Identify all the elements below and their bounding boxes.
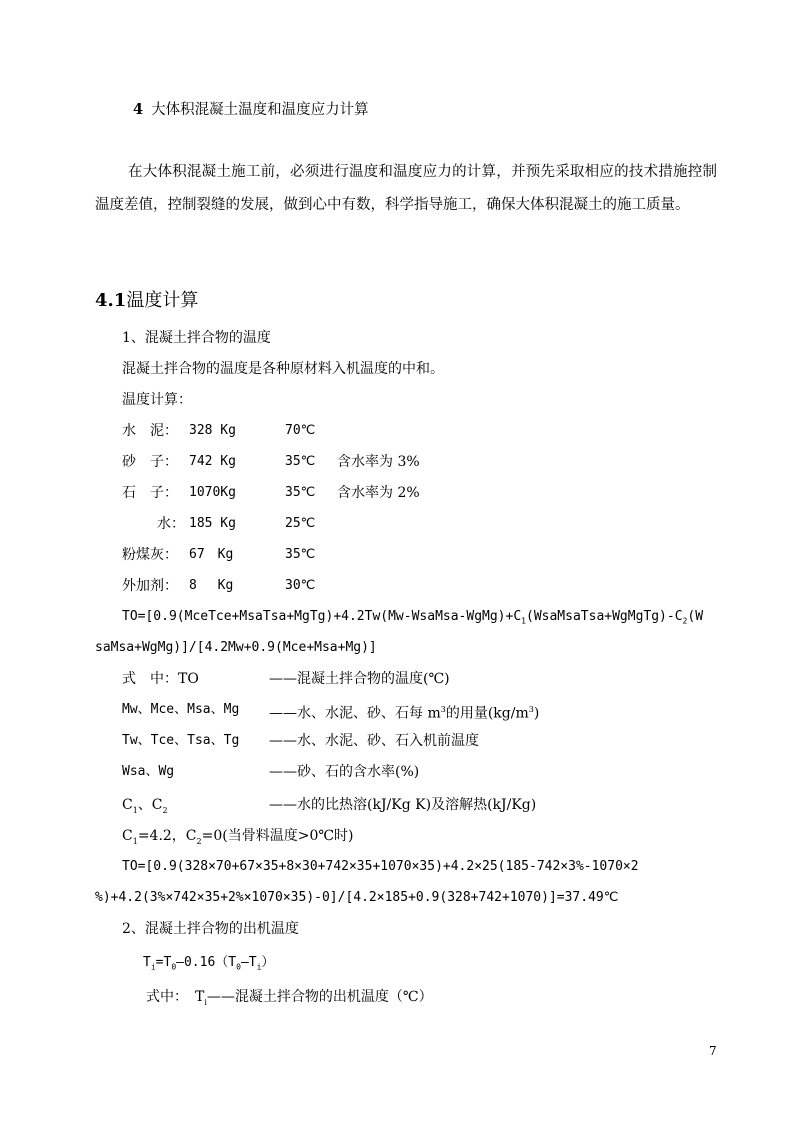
chapter-title: 大体积混凝土温度和温度应力计算 (151, 102, 369, 118)
material-qty: 328 Kg (189, 423, 236, 438)
definition-text: ) (533, 705, 540, 722)
formula-part: T (143, 955, 151, 970)
subscript: 0 (171, 962, 177, 972)
definition-text: ——水、水泥、砂、石每 m (269, 705, 441, 722)
superscript: 3 (528, 705, 534, 714)
coefficient-text: C (122, 828, 133, 844)
item1-heading: 1、混凝土拌合物的温度 (122, 330, 271, 346)
material-temp: 35℃ (285, 454, 316, 469)
subscript: i (150, 962, 156, 972)
definition-desc: ——水、水泥、砂、石入机前温度 (269, 733, 479, 749)
definition-term: Tw、Tce、Tsa、Tg (122, 733, 240, 748)
calculation-line-cont: %)+4.2(3%×742×35+2%×1070×35)-0]/[4.2×185+0.9(328+742+1070)]=37.49℃ (95, 890, 619, 905)
definition-term (122, 795, 168, 821)
definition-text: ——混凝土拌合物的出机温度（℃） (206, 989, 433, 1005)
material-temp: 25℃ (285, 516, 316, 531)
formula-part: —0.16（T (176, 955, 237, 970)
mix-temperature-formula (122, 607, 703, 632)
subscript: 0 (236, 962, 241, 972)
coefficient-text: =4.2，C (137, 828, 197, 844)
subscript: 1 (132, 836, 138, 846)
definition-text: 的用量(kg/m (445, 705, 529, 722)
formula-part: TO=[0.9(MceTce+MsaTsa+MgTg)+4.2Tw(Mw-WsaMsa-WgMg)+C (122, 609, 522, 624)
subscript: 1 (132, 805, 138, 815)
definition-term: Wsa、Wg (122, 764, 175, 779)
definition-term: 式 中：TO (122, 671, 199, 687)
definition-desc (269, 700, 539, 724)
definition-desc: ——混凝土拌合物的温度(℃) (269, 671, 450, 687)
output-temperature-definition (146, 987, 433, 1013)
calc-label: 温度计算： (122, 392, 192, 408)
item2-heading: 2、混凝土拌合物的出机温度 (122, 921, 299, 937)
material-temp: 30℃ (285, 578, 316, 593)
coefficient-text: =0(当骨料温度>0℃时) (201, 828, 354, 844)
formula-part: ） (261, 955, 275, 970)
material-note: 含水率为 2% (337, 485, 420, 501)
superscript: 3 (440, 705, 446, 714)
calculation-line: TO=[0.9(328×70+67×35+8×30+742×35+1070×35)+4.2×25(185-742×3%-1070×2 (122, 859, 639, 874)
subscript: 2 (162, 805, 168, 815)
material-name: 水： (157, 516, 185, 532)
material-name: 砂 子： (122, 454, 178, 470)
material-name: 石 子： (122, 485, 178, 501)
material-temp: 35℃ (285, 485, 316, 500)
section-heading (95, 289, 198, 313)
section-title: 温度计算 (126, 290, 199, 311)
material-note: 含水率为 3% (337, 454, 420, 470)
material-name: 水 泥： (122, 423, 178, 439)
subscript: 1 (521, 616, 526, 626)
material-temp: 70℃ (285, 423, 316, 438)
subscript: 2 (196, 836, 202, 846)
definition-desc: ——砂、石的含水率(%) (269, 764, 420, 780)
item1-description: 混凝土拌合物的温度是各种原材料入机温度的中和。 (122, 361, 444, 377)
page-number: 7 (709, 1044, 717, 1058)
material-name: 外加剂： (122, 578, 178, 594)
subscript: i (256, 962, 262, 972)
definition-desc: ——水的比热溶(kJ/Kg K)及溶解热(kJ/Kg) (269, 797, 537, 813)
section-number: 4.1 (95, 290, 127, 311)
material-qty: 8 Kg (189, 578, 234, 593)
definition-text: 式中： T (146, 989, 205, 1005)
formula-part: (WsaMsaTsa+WgMgTg)-C (526, 609, 683, 624)
formula-part: —T (240, 955, 257, 970)
material-qty: 742 Kg (189, 454, 236, 469)
material-qty: 185 Kg (189, 516, 236, 531)
material-qty: 67 Kg (189, 547, 234, 562)
chapter-heading (133, 100, 369, 120)
coefficient-values (122, 826, 354, 852)
material-qty: 1070Kg (189, 485, 236, 500)
subscript: i (204, 997, 207, 1007)
definition-term: Mw、Mce、Msa、Mg (122, 702, 240, 717)
material-temp: 35℃ (285, 547, 316, 562)
output-temperature-formula (143, 953, 274, 978)
definition-text: 、C (137, 797, 163, 813)
mix-temperature-formula-cont: saMsa+WgMg)]/[4.2Mw+0.9(Mce+Msa+Mg)] (95, 640, 377, 655)
material-name: 粉煤灰： (122, 547, 178, 563)
definition-text: C (122, 797, 133, 813)
chapter-number: 4 (133, 101, 144, 118)
formula-part: =T (155, 955, 172, 970)
formula-part: (W (687, 609, 704, 624)
subscript: 2 (682, 616, 688, 626)
intro-paragraph: 在大体积混凝土施工前，必须进行温度和温度应力的计算，并预先采取相应的技术措施控制温度差值，控制裂缝的发展，做到心中有数，科学指导施工，确保大体积混凝土的施工质量。 (95, 164, 717, 213)
